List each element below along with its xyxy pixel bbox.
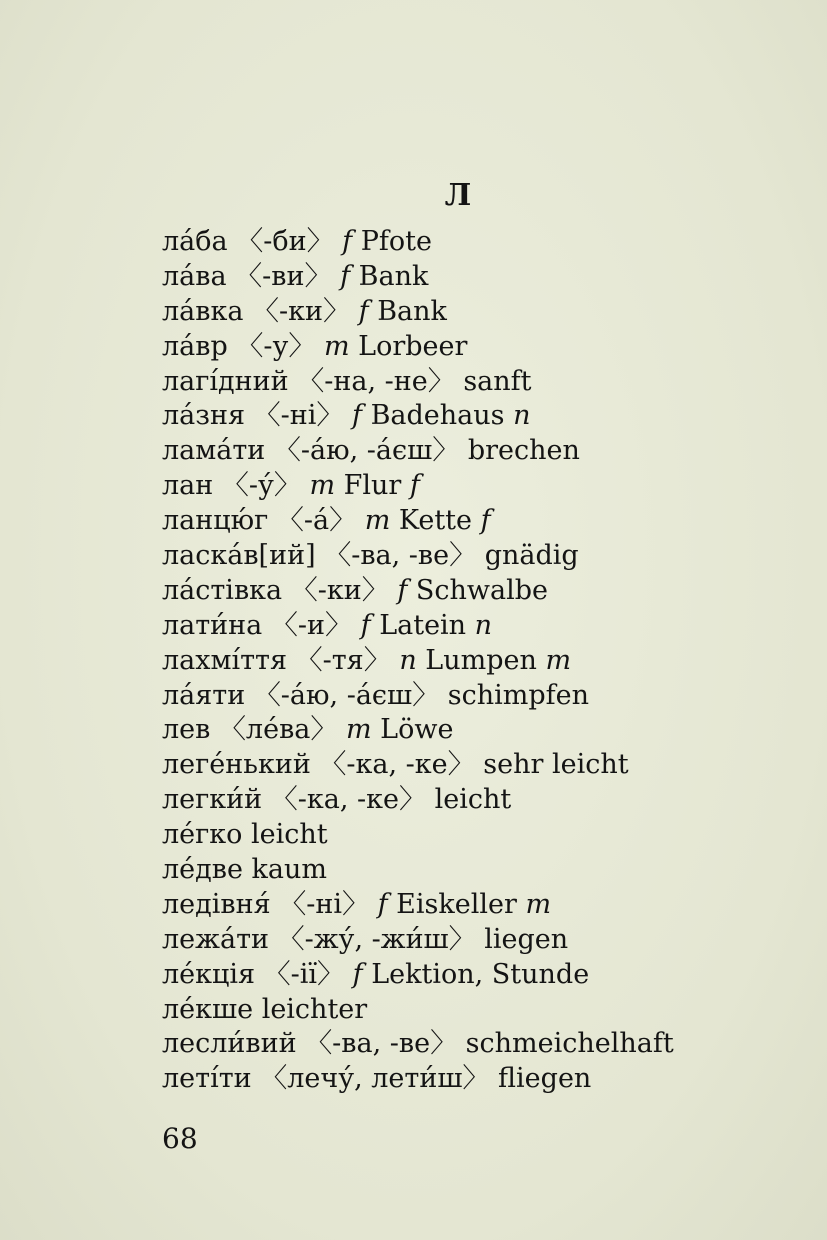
dictionary-entry bbox=[162, 1062, 802, 1097]
dictionary-entry bbox=[162, 365, 802, 400]
translation: Pfote bbox=[360, 226, 433, 257]
inflection-forms: 〈-ії〉 bbox=[263, 958, 345, 990]
gender-marker: m bbox=[345, 714, 372, 746]
translation: Lorbeer bbox=[358, 330, 468, 362]
dictionary-entry bbox=[162, 539, 802, 574]
gender-marker: n bbox=[399, 644, 417, 676]
dictionary-entry bbox=[162, 993, 802, 1028]
headword: леге́нький bbox=[162, 749, 311, 781]
translation: Badehaus bbox=[370, 400, 505, 432]
inflection-forms: 〈-жу́, -жи́ш〉 bbox=[277, 923, 476, 955]
headword: ла́зня bbox=[162, 400, 246, 432]
translation: Löwe bbox=[380, 714, 454, 746]
translation: sanft bbox=[463, 365, 532, 397]
translation: Lektion, Stunde bbox=[371, 958, 590, 990]
translation: Flur bbox=[343, 470, 402, 502]
dictionary-entry bbox=[162, 748, 802, 783]
translation: leicht bbox=[434, 784, 512, 816]
dictionary-entry bbox=[162, 295, 802, 330]
dictionary-entry bbox=[162, 609, 802, 644]
dictionary-entry bbox=[162, 958, 802, 993]
headword: лахмі́ття bbox=[162, 644, 288, 676]
dictionary-entry bbox=[162, 783, 802, 818]
dictionary-entry bbox=[162, 260, 802, 295]
gender-marker: f bbox=[397, 574, 408, 606]
translation: Kette bbox=[398, 505, 472, 537]
headword: лагі́дний bbox=[162, 365, 289, 397]
headword: ле́гко bbox=[162, 819, 243, 851]
dictionary-entry bbox=[162, 330, 802, 365]
headword: лан bbox=[162, 470, 214, 502]
translation-gender: f bbox=[409, 470, 420, 502]
inflection-forms: 〈-а́ю, -а́єш〉 bbox=[253, 679, 440, 711]
gender-marker: f bbox=[358, 295, 369, 327]
translation: schimpfen bbox=[447, 679, 589, 711]
dictionary-entry bbox=[162, 574, 802, 609]
dictionary-entry bbox=[162, 853, 802, 888]
gender-marker: f bbox=[377, 888, 388, 920]
headword: ла́ба bbox=[162, 226, 228, 257]
headword: лев bbox=[162, 714, 211, 746]
inflection-forms: 〈-ки〉 bbox=[290, 574, 389, 606]
inflection-forms: 〈ле́ва〉 bbox=[218, 714, 338, 746]
gender-marker: f bbox=[340, 260, 351, 292]
inflection-forms: 〈-тя〉 bbox=[295, 644, 391, 676]
headword: ла́яти bbox=[162, 679, 246, 711]
gender-marker: f bbox=[351, 400, 362, 432]
section-letter-heading: Л bbox=[444, 178, 473, 213]
headword: лесли́вий bbox=[162, 1028, 297, 1060]
dictionary-entry bbox=[162, 888, 802, 923]
dictionary-entry bbox=[162, 644, 802, 679]
translation: leicht bbox=[251, 819, 328, 851]
headword: ле́кція bbox=[162, 958, 256, 990]
inflection-forms: 〈-ні〉 bbox=[253, 400, 344, 432]
inflection-forms: 〈-а́ю, -а́єш〉 bbox=[273, 435, 460, 467]
inflection-forms: 〈-ка, -ке〉 bbox=[270, 784, 426, 816]
gender-marker: f bbox=[352, 958, 363, 990]
dictionary-entry bbox=[162, 399, 802, 434]
headword: ла́стівка bbox=[162, 574, 283, 606]
headword: ла́ва bbox=[162, 260, 227, 292]
translation: Bank bbox=[377, 295, 447, 327]
gender-marker: m bbox=[364, 505, 391, 537]
inflection-forms: 〈-у〉 bbox=[236, 330, 316, 362]
translation-gender: m bbox=[545, 644, 572, 676]
inflection-forms: 〈-на, -не〉 bbox=[297, 365, 455, 397]
gender-marker: f bbox=[360, 609, 371, 641]
inflection-forms: 〈-ки〉 bbox=[252, 295, 351, 327]
headword: ласка́в[ий] bbox=[162, 540, 316, 572]
dictionary-entry bbox=[162, 1027, 802, 1062]
translation: gnädig bbox=[484, 540, 579, 572]
translation: brechen bbox=[467, 435, 580, 467]
gender-marker: m bbox=[309, 470, 336, 502]
headword: лежа́ти bbox=[162, 923, 269, 955]
inflection-forms: 〈-ка, -ке〉 bbox=[319, 749, 475, 781]
translation: Latein bbox=[379, 609, 467, 641]
inflection-forms: 〈-ви〉 bbox=[235, 260, 332, 292]
translation: Lumpen bbox=[425, 644, 537, 676]
dictionary-entry bbox=[162, 434, 802, 469]
translation: liegen bbox=[484, 923, 569, 955]
dictionary-entry bbox=[162, 504, 802, 539]
dictionary-entry bbox=[162, 818, 802, 853]
headword: ланцю́г bbox=[162, 505, 269, 537]
inflection-forms: 〈-ні〉 bbox=[279, 888, 369, 920]
inflection-forms: 〈лечу́, лети́ш〉 bbox=[260, 1063, 490, 1095]
translation: leichter bbox=[261, 993, 368, 1025]
headword: ле́кше bbox=[162, 993, 254, 1025]
headword: леті́ти bbox=[162, 1063, 252, 1095]
translation-gender: n bbox=[513, 400, 531, 432]
inflection-forms: 〈-и〉 bbox=[270, 609, 352, 641]
translation: Eiskeller bbox=[396, 888, 517, 920]
headword: лати́на bbox=[162, 609, 263, 641]
gender-marker: f bbox=[342, 226, 353, 257]
translation: schmeichelhaft bbox=[465, 1028, 674, 1060]
inflection-forms: 〈-а́〉 bbox=[276, 505, 357, 537]
dictionary-entry bbox=[162, 923, 802, 958]
translation-gender: n bbox=[474, 609, 493, 641]
inflection-forms: 〈-би〉 bbox=[236, 226, 334, 257]
headword: ле́две bbox=[162, 854, 243, 886]
headword: ла́вр bbox=[162, 330, 228, 362]
inflection-forms: 〈-ва, -ве〉 bbox=[324, 540, 477, 572]
translation: fliegen bbox=[498, 1063, 592, 1095]
translation: Schwalbe bbox=[415, 574, 549, 606]
gender-marker: m bbox=[323, 330, 350, 362]
translation-gender: f bbox=[480, 505, 491, 537]
dictionary-entry bbox=[162, 713, 802, 748]
dictionary-entry bbox=[162, 679, 802, 714]
headword: ледівня́ bbox=[162, 888, 271, 920]
inflection-forms: 〈-ва, -ве〉 bbox=[305, 1028, 458, 1060]
page-number: 68 bbox=[162, 1122, 198, 1155]
entry-list bbox=[162, 225, 802, 1097]
headword: легки́й bbox=[162, 784, 263, 816]
headword: ла́вка bbox=[162, 295, 244, 327]
translation: Bank bbox=[358, 260, 429, 292]
translation-gender: m bbox=[525, 888, 552, 920]
headword: лама́ти bbox=[162, 435, 266, 467]
inflection-forms: 〈-у́〉 bbox=[221, 470, 301, 502]
dictionary-entry bbox=[162, 469, 802, 504]
translation: sehr leicht bbox=[483, 749, 629, 781]
dictionary-entry bbox=[162, 225, 802, 260]
translation: kaum bbox=[251, 854, 327, 886]
